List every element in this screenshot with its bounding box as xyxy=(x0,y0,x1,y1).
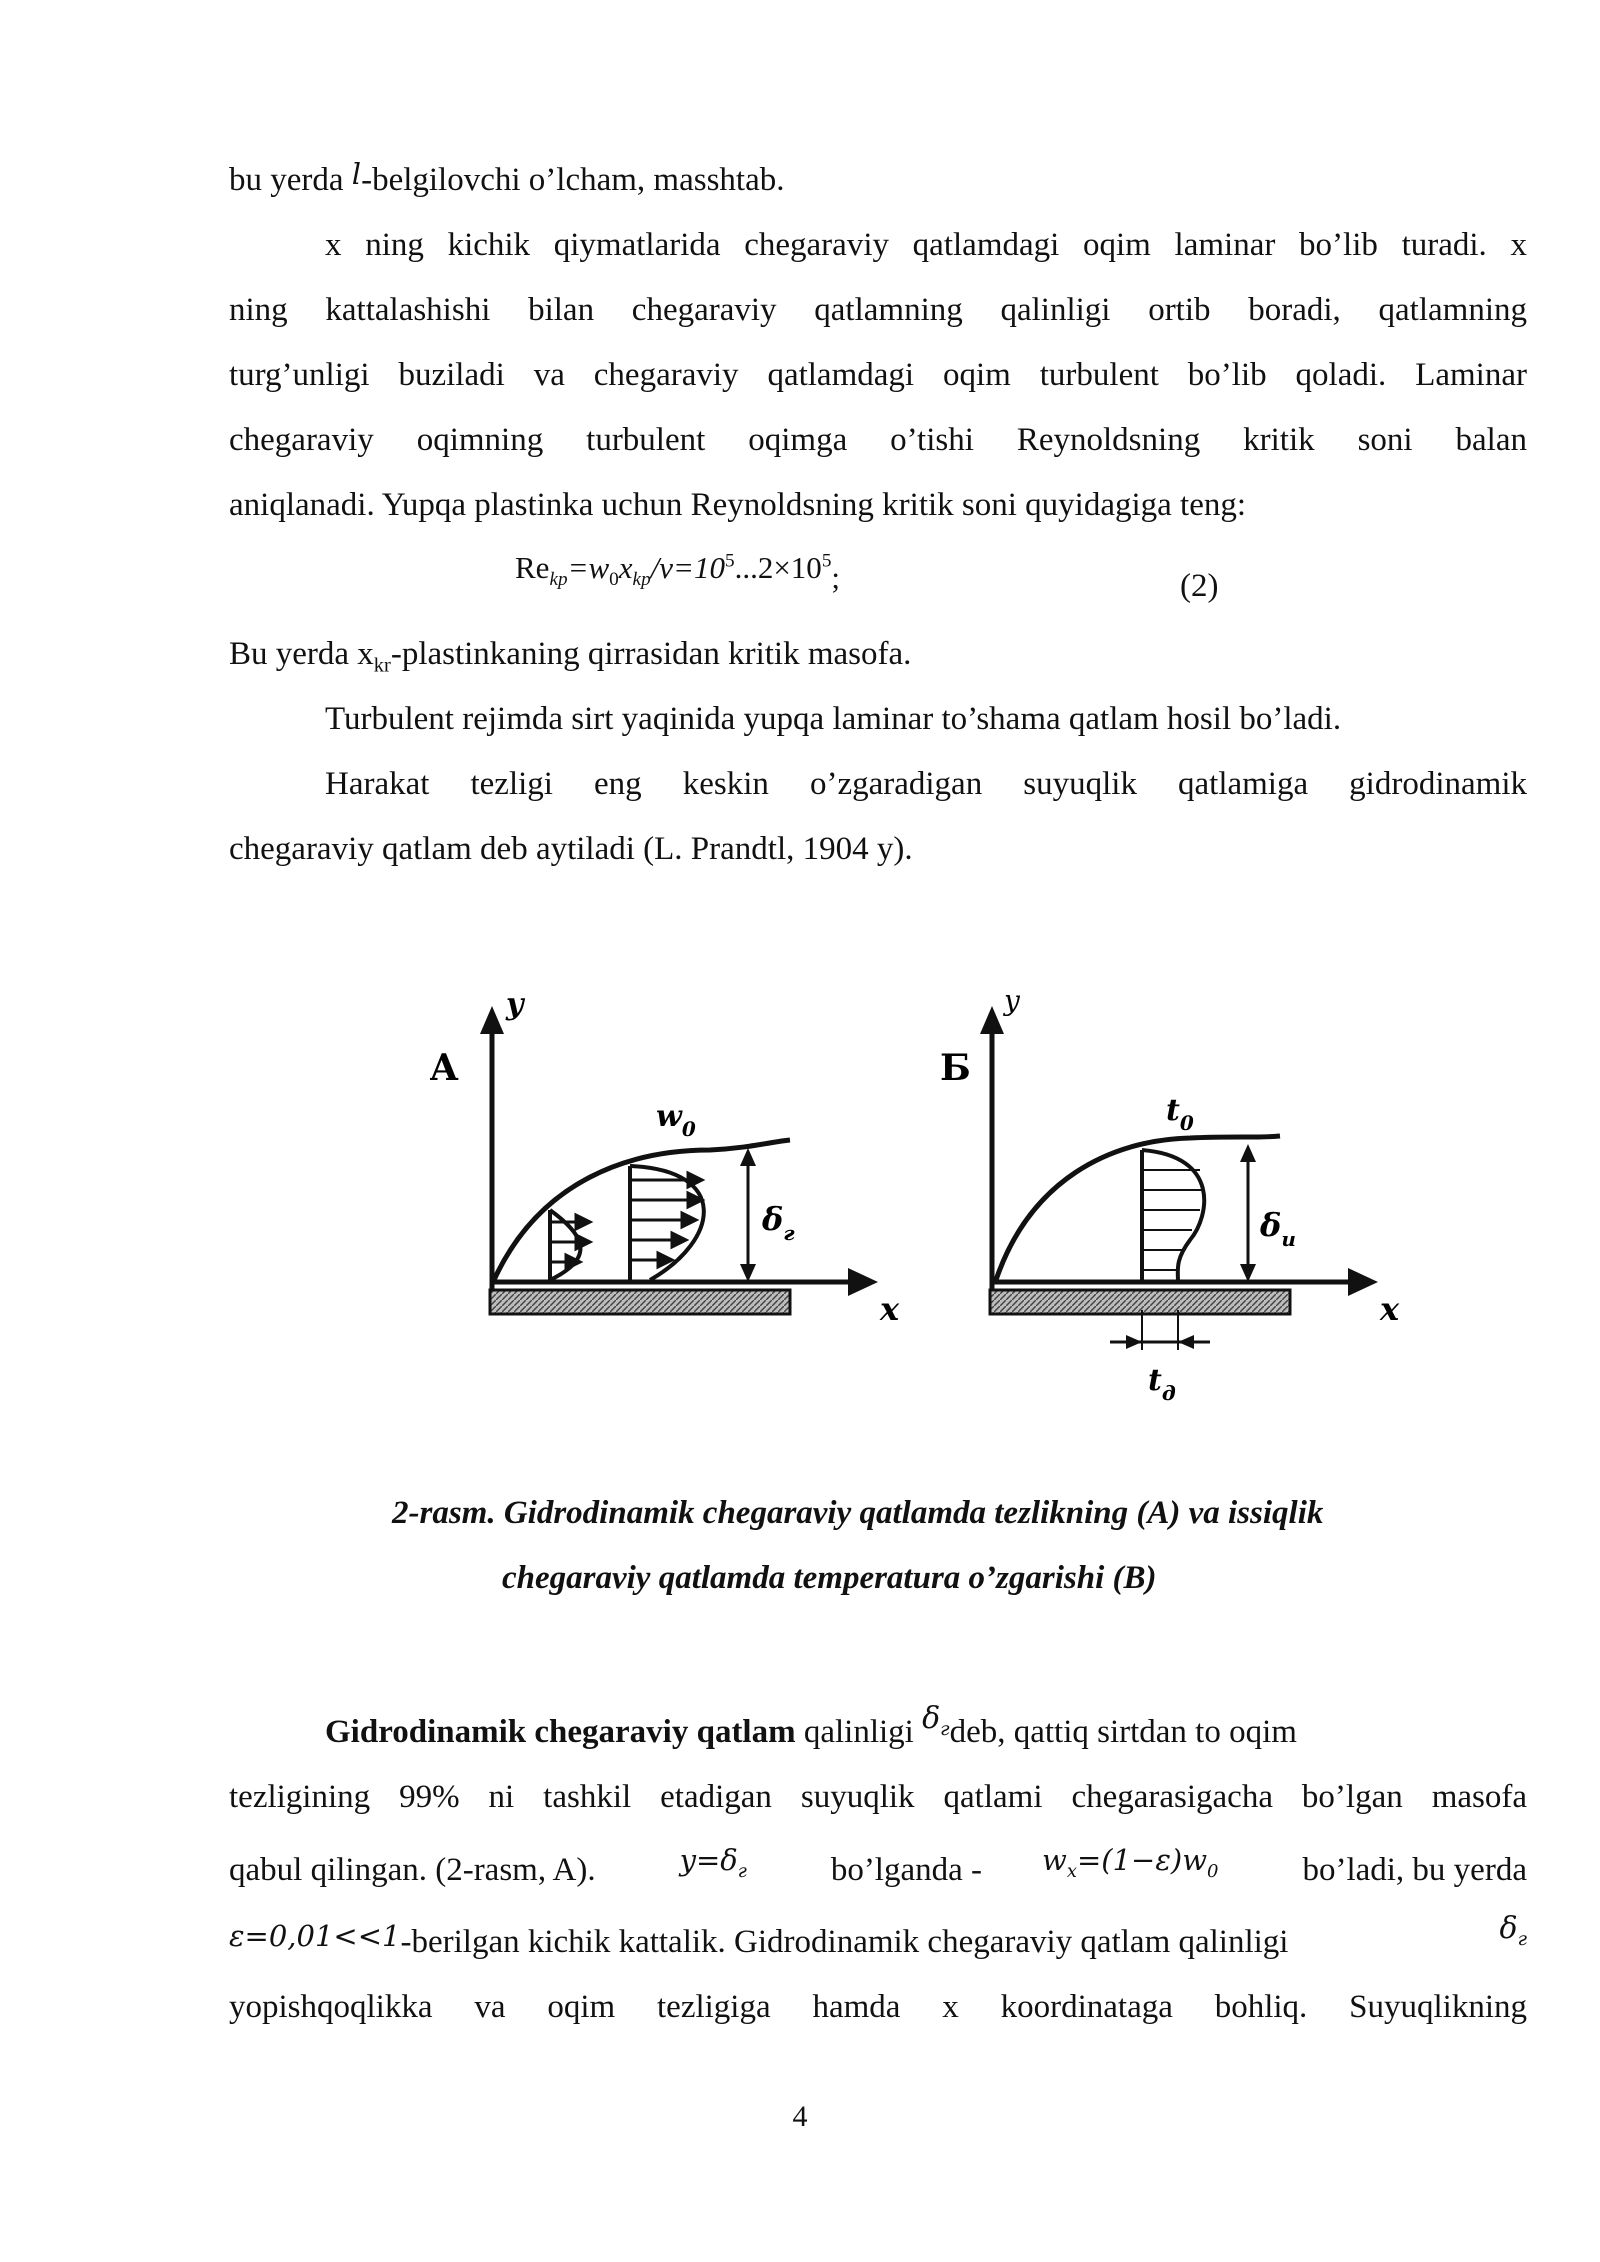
td-label: $t_д$ xyxy=(1148,1363,1176,1405)
paragraph-line: ning kattalashishi bilan chegaraviy qatlamning qalinligi ortib boradi, qatlamning xyxy=(229,292,1527,328)
delta-arrow-top xyxy=(740,1148,756,1166)
upper-text xyxy=(229,148,1527,538)
paragraph-line: turg’unligi buziladi va chegaraviy qatlamdagi oqim turbulent bo’lib qoladi. Laminar xyxy=(229,357,1527,393)
delta-arrow-top-b xyxy=(1240,1144,1256,1162)
paragraph-line: chegaraviy qatlam deb aytiladi (L. Prandtl, 1904 y). xyxy=(229,831,913,867)
paragraph-line: ε=0,01<<1-berilgan kichik kattalik. Gidrodinamik chegaraviy qatlam qalinligi $\delta_г$ xyxy=(229,1911,1527,1960)
paragraph-line: Gidrodinamik chegaraviy qatlam qalinligi $\delta_гdeb$, qattiq sirtdan to oqim xyxy=(325,1701,1297,1750)
middle-text xyxy=(229,622,1527,882)
x-arrow-a xyxy=(848,1268,878,1296)
paragraph-line: Bu yerda $x_{kr}$-plastinkaning qirrasidan kritik masofa. xyxy=(229,636,912,677)
x-label-a: x xyxy=(880,1290,900,1328)
panel-a-label: A xyxy=(430,1047,458,1089)
equation-number: (2) xyxy=(1180,568,1219,604)
temp-hatch-lines xyxy=(1142,1170,1204,1270)
plate-b xyxy=(990,1290,1290,1314)
y-label-a: y xyxy=(506,987,524,1022)
paragraph-line: Turbulent rejimda sirt yaqinida yupqa laminar to’shama qatlam hosil bo’ladi. xyxy=(325,701,1342,737)
delta-u-label: $\delta_u$ xyxy=(1260,1206,1296,1251)
y-arrow-b xyxy=(980,1006,1004,1034)
panel-b-label: Б xyxy=(940,1047,971,1089)
td-arrow-left xyxy=(1126,1335,1142,1349)
lower-text xyxy=(229,1700,1527,2040)
y-arrow-a xyxy=(480,1006,504,1034)
paragraph-line: tezligining 99% ni tashkil etadigan suyuqlik qatlami chegarasigacha bo’lgan masofa xyxy=(229,1779,1527,1815)
figure-caption-line-1: 2-rasm. Gidrodinamik chegaraviy qatlamda tezlikning (A) va issiqlik xyxy=(392,1495,1324,1531)
y-label-b: y xyxy=(1004,984,1020,1017)
paragraph-line: chegaraviy oqimning turbulent oqimga o’tishi Reynoldsning kritik soni balan xyxy=(229,422,1527,458)
figure-caption-line-2: chegaraviy qatlamda temperatura o’zgarishi (B) xyxy=(502,1560,1157,1596)
panel-a xyxy=(430,987,900,1328)
paragraph-line: Harakat tezligi eng keskin o’zgaradigan suyuqlik qatlamiga gidrodinamik xyxy=(325,766,1527,802)
reynolds-formula: $Re_{kp}=w_0x_{kp}/v=10^5...2\times 10^5$; xyxy=(515,550,841,595)
paragraph-line: qabul qilingan. (2-rasm, A). $y=\delta_г$ bo’lganda - $w_x=(1-\varepsilon)w_0$ bo’ladi, bu yerda xyxy=(229,1843,1527,1888)
w0-label: $w_0$ xyxy=(656,1099,696,1141)
x-label-b: x xyxy=(1380,1290,1400,1328)
paragraph-line: yopishqoqlikka va oqim tezligiga hamda x koordinataga bohliq. Suyuqlikning xyxy=(229,1989,1527,2025)
boundary-layer-figure xyxy=(430,970,1420,1410)
plate-a xyxy=(490,1290,790,1314)
t0-label: $t_0$ xyxy=(1166,1093,1194,1135)
delta-arrow-bottom-b xyxy=(1240,1264,1256,1282)
boundary-curve-b xyxy=(996,1136,1280,1280)
symbol-l: l xyxy=(351,157,362,191)
delta-g-label: $\delta_г$ xyxy=(762,1200,795,1245)
x-arrow-b xyxy=(1348,1268,1378,1296)
paragraph-line: aniqlanadi. Yupqa plastinka uchun Reynoldsning kritik soni quyidagiga teng: xyxy=(229,487,1247,523)
delta-arrow-bottom xyxy=(740,1264,756,1282)
td-arrow-right xyxy=(1178,1335,1194,1349)
page-number: 4 xyxy=(792,2100,808,2133)
paragraph-line: bu yerda l-belgilovchi o’lcham, masshtab. xyxy=(229,157,785,198)
paragraph-line: x ning kichik qiymatlarida chegaraviy qatlamdagi oqim laminar bo’lib turadi. x xyxy=(325,227,1527,263)
panel-b xyxy=(940,984,1400,1405)
